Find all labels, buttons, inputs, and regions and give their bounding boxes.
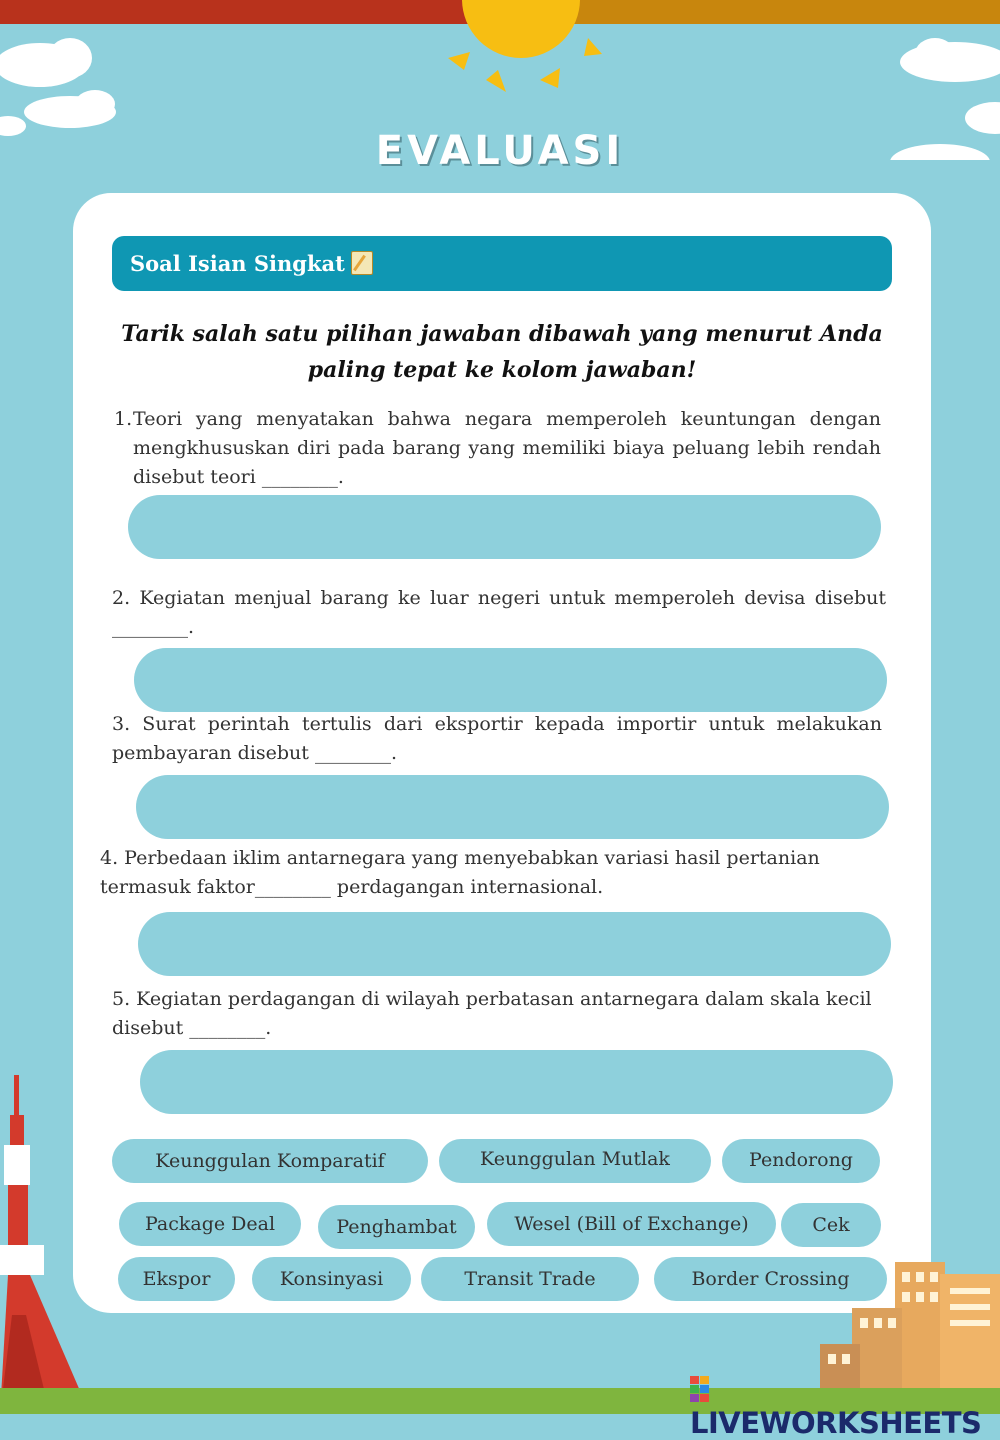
choice-ekspor[interactable]: Ekspor (118, 1257, 235, 1301)
choice-penghambat[interactable]: Penghambat (318, 1205, 475, 1249)
question-3-text: 3. Surat perintah tertulis dari eksportir kepada importir untuk melakukan pembayaran disebut ________. (112, 713, 882, 764)
answer-drop-zone-1[interactable] (128, 495, 881, 559)
choice-konsinyasi[interactable]: Konsinyasi (252, 1257, 411, 1301)
section-header-label: Soal Isian Singkat (130, 251, 345, 276)
page-title: EVALUASI (375, 128, 625, 174)
question-2-text: 2. Kegiatan menjual barang ke luar negeri untuk memperoleh devisa disebut ________. (112, 587, 886, 638)
choice-border-crossing[interactable]: Border Crossing (654, 1257, 887, 1301)
section-header (112, 236, 892, 291)
choice-wesel[interactable]: Wesel (Bill of Exchange) (487, 1202, 776, 1246)
question-1-number: 1. (114, 408, 133, 430)
liveworksheets-mark-icon (690, 1376, 710, 1402)
answer-drop-zone-3[interactable] (136, 775, 889, 839)
choice-cek[interactable]: Cek (781, 1203, 881, 1247)
liveworksheets-logo (690, 1372, 1000, 1440)
liveworksheets-text: LIVEWORKSHEETS (690, 1406, 982, 1440)
question-5-text: 5. Kegiatan perdagangan di wilayah perbatasan antarnegara dalam skala kecil disebut ________. (112, 988, 872, 1039)
answer-drop-zone-5[interactable] (140, 1050, 893, 1114)
choice-package-deal[interactable]: Package Deal (119, 1202, 301, 1246)
choice-keunggulan-mutlak[interactable]: Keunggulan Mutlak (439, 1139, 711, 1183)
answer-drop-zone-2[interactable] (134, 648, 887, 712)
question-4-text: 4. Perbedaan iklim antarnegara yang menyebabkan variasi hasil pertanian termasuk faktor________ perdagangan internasional. (100, 847, 820, 898)
choice-keunggulan-komparatif[interactable]: Keunggulan Komparatif (112, 1139, 428, 1183)
sun-rays-icon (440, 30, 610, 100)
tower-icon (0, 1075, 110, 1414)
instruction-text: Tarik salah satu pilihan jawaban dibawah yang menurut Anda paling tepat ke kolom jawaban! (121, 321, 883, 383)
choice-pendorong[interactable]: Pendorong (722, 1139, 880, 1183)
answer-drop-zone-4[interactable] (138, 912, 891, 976)
choice-transit-trade[interactable]: Transit Trade (421, 1257, 639, 1301)
question-1-text: Teori yang menyatakan bahwa negara memperoleh keuntungan dengan mengkhususkan diri pada barang yang memiliki biaya peluang lebih rendah disebut teori ________. (133, 408, 881, 488)
memo-icon (351, 251, 373, 275)
